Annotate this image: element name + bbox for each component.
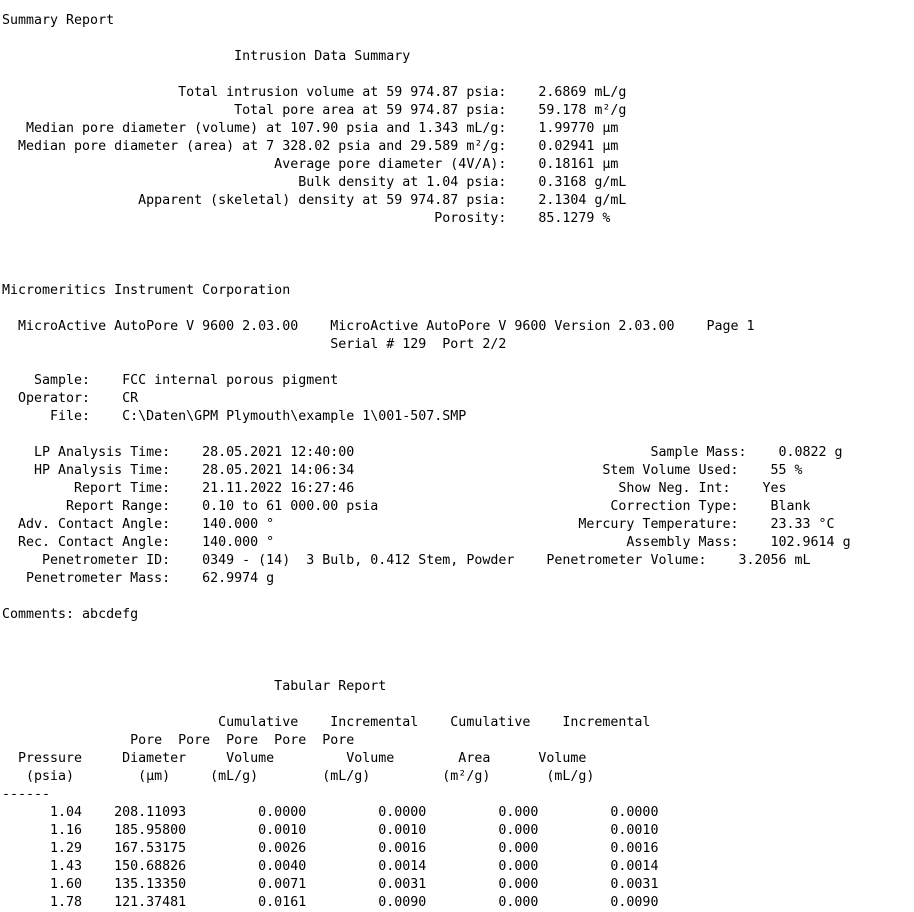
report-line: [2, 246, 851, 264]
report-line: Median pore diameter (volume) at 107.90 psia and 1.343 mL/g: 1.99770 µm: [2, 121, 619, 136]
report-line: 1.04 208.11093 0.0000 0.0000 0.000 0.0000: [2, 805, 659, 820]
report-line: ------: [2, 787, 51, 802]
report-line: MicroActive AutoPore V 9600 2.03.00 MicroActive AutoPore V 9600 Version 2.03.00 Page 1: [2, 319, 755, 334]
report-line: [2, 696, 851, 714]
report-line: [2, 354, 851, 372]
report-line: 1.78 121.37481 0.0161 0.0090 0.000 0.0090: [2, 895, 659, 910]
report-line: Total pore area at 59 974.87 psia: 59.178 m²/g: [2, 103, 627, 118]
report-line: [2, 264, 851, 282]
report-line: Pressure Diameter Volume Volume Area Volume: [2, 751, 587, 766]
report-line: [2, 30, 851, 48]
report-line: Intrusion Data Summary: [2, 49, 411, 64]
report-line: HP Analysis Time: 28.05.2021 14:06:34 Stem Volume Used: 55 %: [2, 463, 803, 478]
report-line: [2, 66, 851, 84]
report-line: Bulk density at 1.04 psia: 0.3168 g/mL: [2, 175, 627, 190]
report-line: [2, 300, 851, 318]
report-line: [2, 426, 851, 444]
report-line: (psia) (µm) (mL/g) (mL/g) (m²/g) (mL/g): [2, 769, 595, 784]
report-line: File: C:\Daten\GPM Plymouth\example 1\001-507.SMP: [2, 409, 467, 424]
report-line: Cumulative Incremental Cumulative Incremental: [2, 715, 651, 730]
report-line: Serial # 129 Port 2/2: [2, 337, 507, 352]
report-line: Tabular Report: [2, 679, 387, 694]
report-line: Adv. Contact Angle: 140.000 ° Mercury Temperature: 23.33 °C: [2, 517, 835, 532]
report-line: Average pore diameter (4V/A): 0.18161 µm: [2, 157, 619, 172]
report-line: Penetrometer Mass: 62.9974 g: [2, 571, 275, 586]
summary-report-text: [2, 12, 851, 912]
report-line: Operator: CR: [2, 391, 139, 406]
report-line: [2, 624, 851, 642]
report-line: Median pore diameter (area) at 7 328.02 psia and 29.589 m²/g: 0.02941 µm: [2, 139, 619, 154]
report-line: LP Analysis Time: 28.05.2021 12:40:00 Sample Mass: 0.0822 g: [2, 445, 843, 460]
report-line: Rec. Contact Angle: 140.000 ° Assembly Mass: 102.9614 g: [2, 535, 851, 550]
report-line: Penetrometer ID: 0349 - (14) 3 Bulb, 0.412 Stem, Powder Penetrometer Volume: 3.2056 mL: [2, 553, 811, 568]
report-line: 1.16 185.95800 0.0010 0.0010 0.000 0.0010: [2, 823, 659, 838]
report-line: Total intrusion volume at 59 974.87 psia: 2.6869 mL/g: [2, 85, 627, 100]
report-line: Micromeritics Instrument Corporation: [2, 283, 291, 298]
report-line: Report Range: 0.10 to 61 000.00 psia Correction Type: Blank: [2, 499, 811, 514]
report-line: Report Time: 21.11.2022 16:27:46 Show Neg. Int: Yes: [2, 481, 787, 496]
report-line: 1.60 135.13350 0.0071 0.0031 0.000 0.0031: [2, 877, 659, 892]
report-line: Porosity: 85.1279 %: [2, 211, 611, 226]
report-line: [2, 642, 851, 660]
report-line: Pore Pore Pore Pore Pore: [2, 733, 355, 748]
report-line: 1.43 150.68826 0.0040 0.0014 0.000 0.0014: [2, 859, 659, 874]
report-line: [2, 588, 851, 606]
report-line: 1.29 167.53175 0.0026 0.0016 0.000 0.0016: [2, 841, 659, 856]
report-line: Sample: FCC internal porous pigment: [2, 373, 339, 388]
report-line: Apparent (skeletal) density at 59 974.87 psia: 2.1304 g/mL: [2, 193, 627, 208]
report-line: Comments: abcdefg: [2, 607, 139, 622]
report-line: Summary Report: [2, 13, 115, 28]
report-line: [2, 228, 851, 246]
report-line: [2, 660, 851, 678]
